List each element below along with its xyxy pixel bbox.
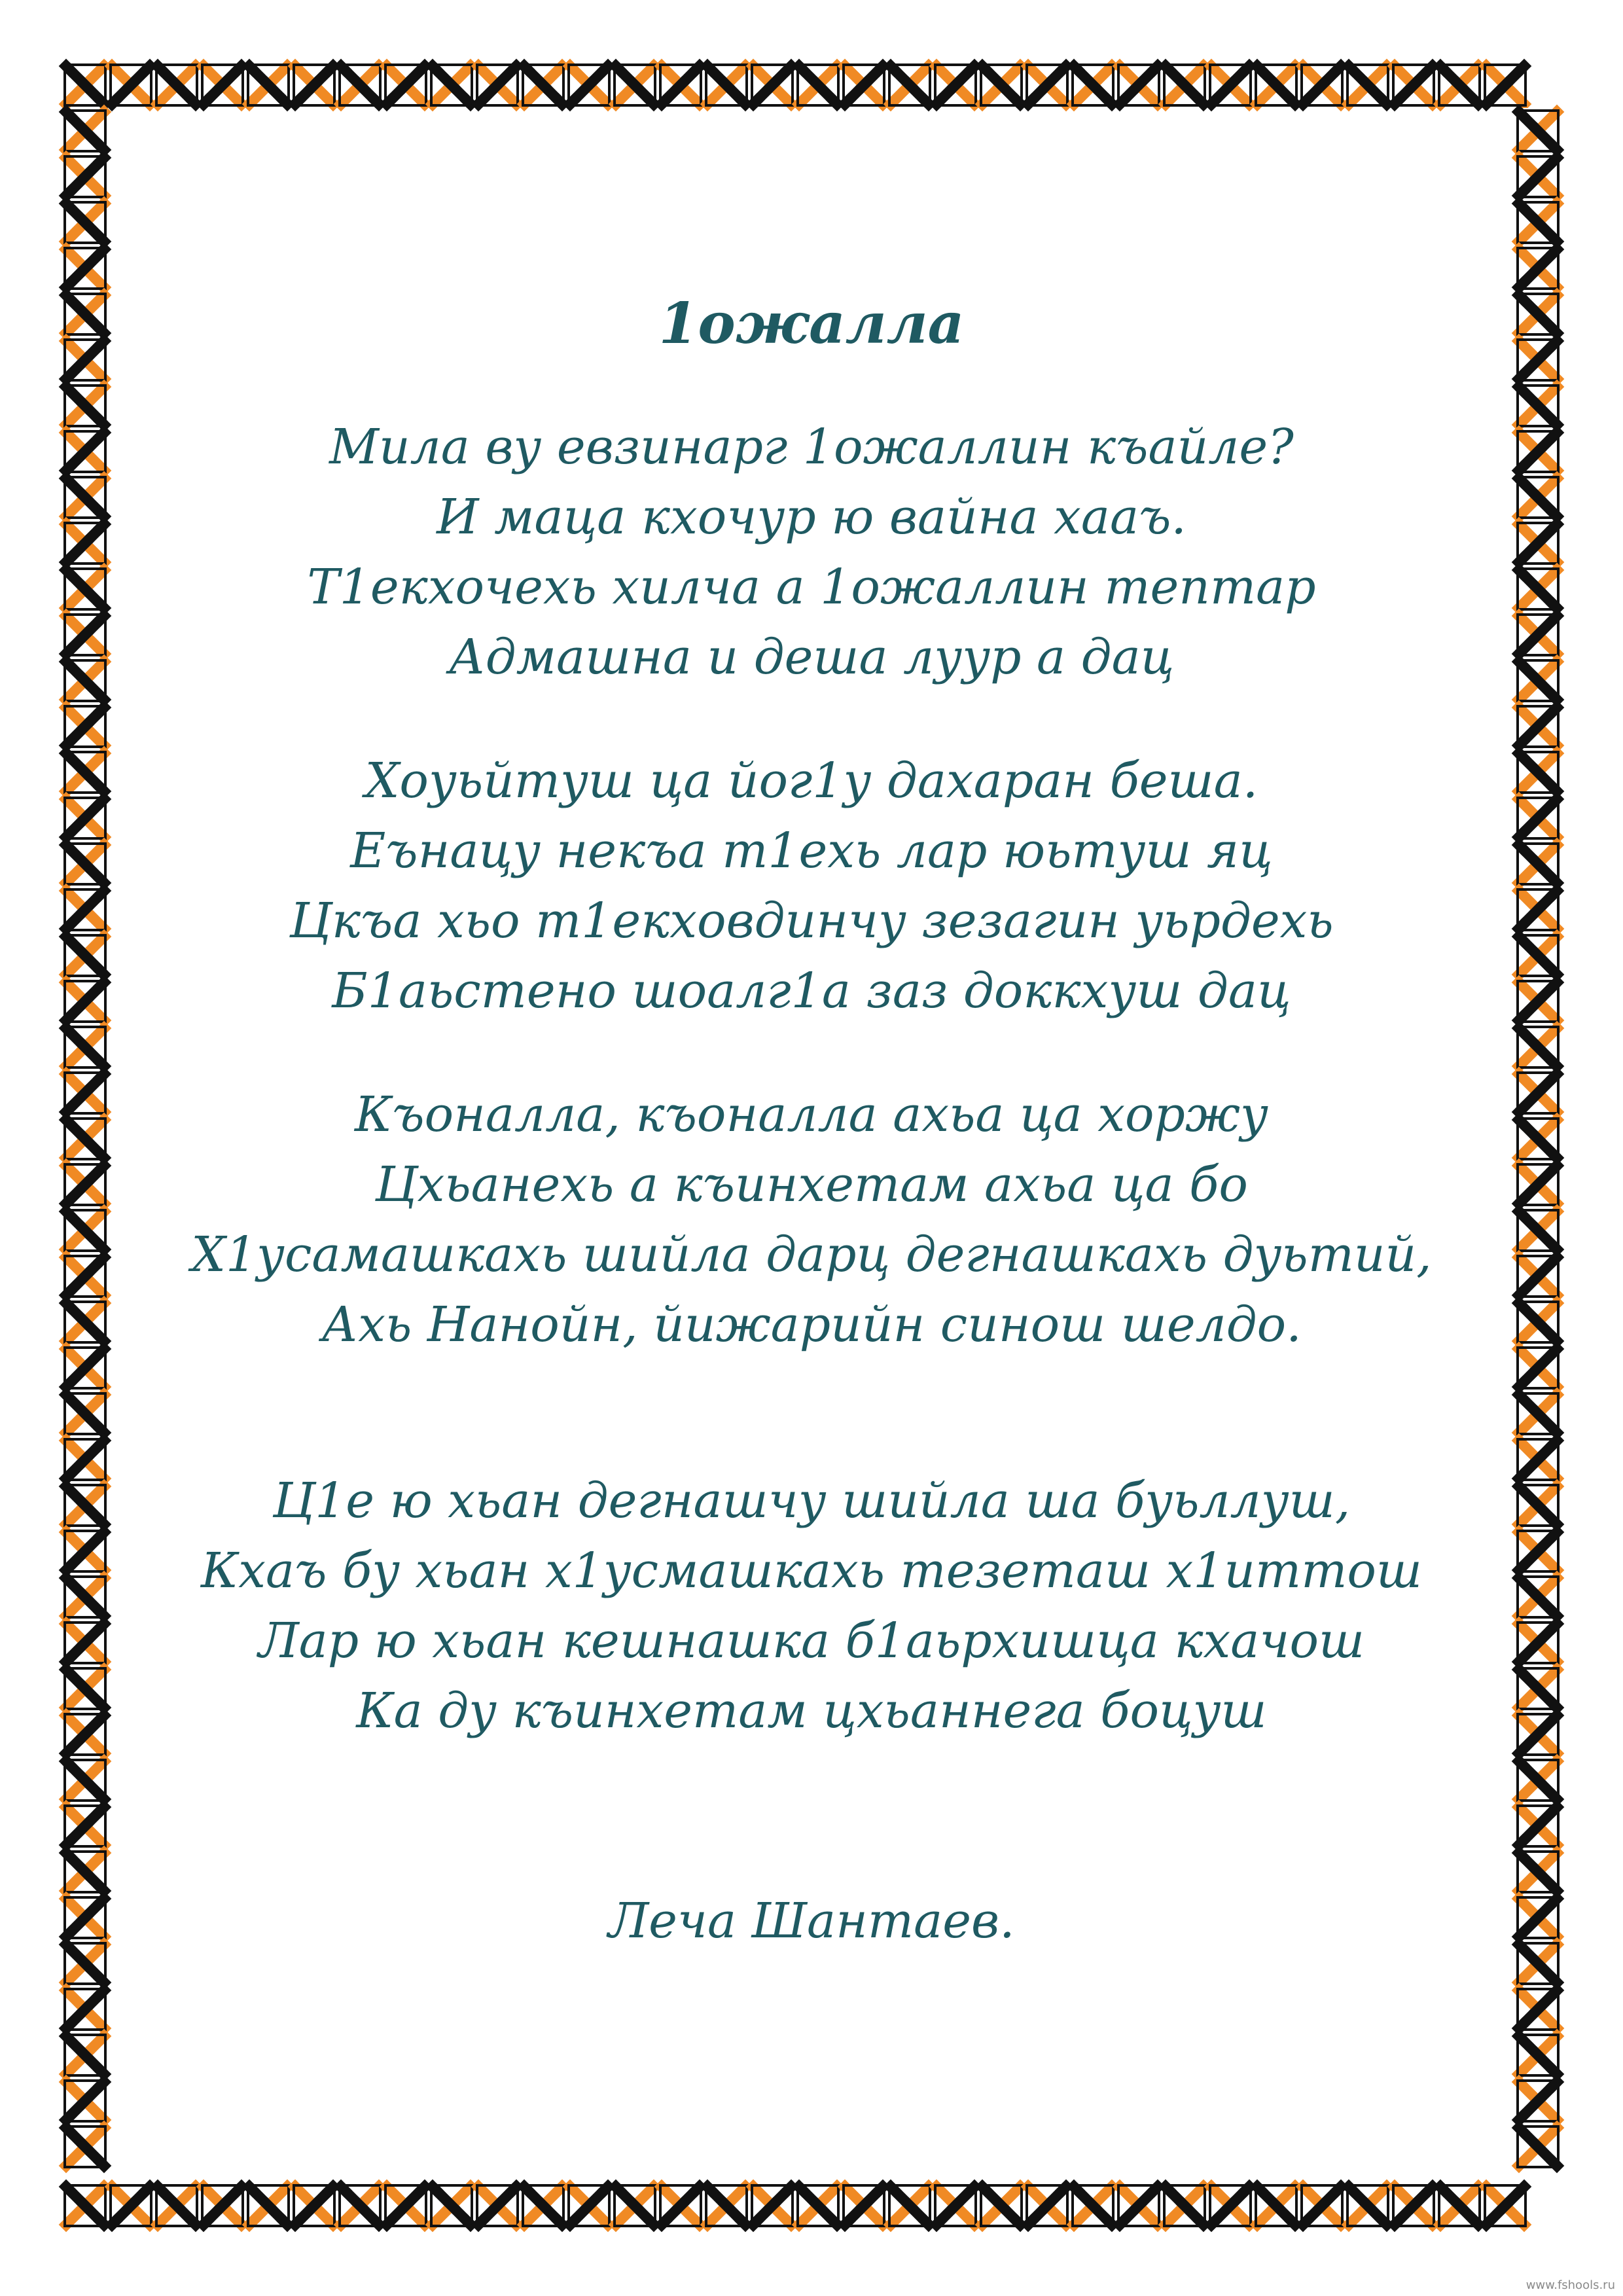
knot-tile xyxy=(1515,566,1561,612)
poem-line: Къоналла, къоналла ахьа ца хоржу xyxy=(355,1086,1268,1143)
knot-tile xyxy=(1162,2183,1207,2229)
knot-tile xyxy=(62,887,108,933)
poem-line: Х1усамашкахь шийла дарц дегнашкахь дуьтий, xyxy=(191,1227,1432,1283)
knot-tile xyxy=(1515,1620,1561,1666)
knot-tile xyxy=(62,1620,108,1666)
knot-tile xyxy=(1515,1757,1561,1803)
knot-tile xyxy=(62,978,108,1024)
page-title: 1ожалла xyxy=(658,291,965,357)
knot-tile xyxy=(1515,1712,1561,1757)
knot-tile xyxy=(520,62,566,108)
knot-tile xyxy=(62,1391,108,1437)
knot-tile xyxy=(1436,2183,1482,2229)
knot-tile xyxy=(1515,749,1561,795)
knot-tile xyxy=(1515,612,1561,658)
knot-tile xyxy=(795,2183,841,2229)
knot-tile xyxy=(62,62,108,108)
knot-tile xyxy=(1024,62,1070,108)
knot-tile xyxy=(1515,1666,1561,1712)
knot-tile xyxy=(1515,1345,1561,1391)
poem-line: Лар ю хьан кешнашка б1аьрхишца кхачош xyxy=(258,1613,1365,1669)
knot-tile xyxy=(1515,475,1561,520)
stanza-1 xyxy=(170,412,1453,692)
knot-tile xyxy=(62,704,108,749)
poem-line: Адмашна и деша луур а дац xyxy=(448,629,1175,685)
knot-tile xyxy=(62,1712,108,1757)
knot-tile xyxy=(1515,1299,1561,1345)
knot-tile xyxy=(1515,1391,1561,1437)
knot-tile xyxy=(429,62,474,108)
knot-tile xyxy=(62,383,108,429)
knot-tile xyxy=(62,1803,108,1849)
knot-tile xyxy=(62,429,108,475)
knot-tile xyxy=(933,62,978,108)
author-signature: Леча Шантаев. xyxy=(608,1893,1015,1949)
knot-tile xyxy=(62,108,108,154)
knot-tile xyxy=(1515,337,1561,383)
knot-tile xyxy=(795,62,841,108)
knot-tile xyxy=(1515,1253,1561,1299)
border-top xyxy=(62,62,1528,108)
knot-tile xyxy=(62,2032,108,2078)
knot-tile xyxy=(1515,1849,1561,1895)
knot-tile xyxy=(383,62,429,108)
knot-tile xyxy=(1515,1437,1561,1482)
knot-tile xyxy=(474,62,520,108)
knot-tile xyxy=(978,62,1024,108)
knot-tile xyxy=(62,566,108,612)
knot-tile xyxy=(1515,520,1561,566)
knot-tile xyxy=(1515,704,1561,749)
poem-line: Кхаъ бу хьан х1усмашкахь тезеташ х1иттош xyxy=(200,1543,1423,1599)
knot-tile xyxy=(1515,108,1561,154)
knot-tile xyxy=(1345,2183,1391,2229)
border-right xyxy=(1515,108,1561,2170)
knot-tile xyxy=(108,62,154,108)
knot-tile xyxy=(1515,1803,1561,1849)
knot-tile xyxy=(62,1666,108,1712)
knot-tile xyxy=(1515,1116,1561,1162)
knot-tile xyxy=(62,1757,108,1803)
knot-tile xyxy=(62,1941,108,1986)
knot-tile xyxy=(1515,1895,1561,1941)
knot-tile xyxy=(62,612,108,658)
knot-tile xyxy=(383,2183,429,2229)
knot-tile xyxy=(749,62,795,108)
knot-tile xyxy=(566,62,612,108)
knot-tile xyxy=(887,2183,933,2229)
knot-tile xyxy=(1515,291,1561,337)
knot-tile xyxy=(1515,1024,1561,1070)
knot-tile xyxy=(474,2183,520,2229)
knot-tile xyxy=(704,2183,749,2229)
poem-line: Цкъа хьо т1екховдинчу зезагин уьрдехь xyxy=(289,893,1334,949)
knot-tile xyxy=(612,2183,658,2229)
knot-tile xyxy=(841,2183,887,2229)
knot-tile xyxy=(1253,62,1299,108)
knot-tile xyxy=(749,2183,795,2229)
knot-tile xyxy=(62,1849,108,1895)
knot-tile xyxy=(1116,62,1162,108)
watermark: www.fshools.ru xyxy=(1525,2278,1615,2292)
knot-tile xyxy=(62,200,108,245)
knot-tile xyxy=(62,1482,108,1528)
knot-tile xyxy=(62,475,108,520)
knot-tile xyxy=(200,62,245,108)
knot-tile xyxy=(62,1299,108,1345)
knot-tile xyxy=(887,62,933,108)
knot-tile xyxy=(62,1986,108,2032)
knot-tile xyxy=(1515,978,1561,1024)
knot-tile xyxy=(1515,1941,1561,1986)
knot-tile xyxy=(1515,1528,1561,1574)
knot-tile xyxy=(1515,887,1561,933)
knot-tile xyxy=(1515,1208,1561,1253)
knot-tile xyxy=(658,2183,704,2229)
knot-tile xyxy=(62,1070,108,1116)
knot-tile xyxy=(1515,1162,1561,1208)
knot-tile xyxy=(1299,62,1345,108)
knot-tile xyxy=(108,2183,154,2229)
knot-tile xyxy=(200,2183,245,2229)
knot-tile xyxy=(62,1345,108,1391)
knot-tile xyxy=(1515,2124,1561,2170)
poem-line: Ахь Нанойн, йижарийн синош шелдо. xyxy=(321,1297,1302,1353)
knot-tile xyxy=(612,62,658,108)
knot-tile xyxy=(1482,2183,1528,2229)
knot-tile xyxy=(520,2183,566,2229)
knot-tile xyxy=(291,62,337,108)
poem-line: Хоуьйтуш ца йог1у дахаран беша. xyxy=(365,753,1258,809)
border-left xyxy=(62,108,108,2170)
knot-tile xyxy=(1482,62,1528,108)
knot-tile xyxy=(1515,2032,1561,2078)
poem-line: Ка ду къинхетам цхьаннега боцуш xyxy=(356,1683,1267,1739)
knot-tile xyxy=(841,62,887,108)
knot-tile xyxy=(62,1574,108,1620)
poem-line: И маца кхочур ю вайна хааъ. xyxy=(437,489,1186,545)
knot-tile xyxy=(1515,841,1561,887)
knot-tile xyxy=(337,2183,383,2229)
knot-tile xyxy=(1515,245,1561,291)
knot-tile xyxy=(337,62,383,108)
knot-tile xyxy=(62,245,108,291)
knot-tile xyxy=(62,154,108,200)
knot-tile xyxy=(1024,2183,1070,2229)
knot-tile xyxy=(62,841,108,887)
knot-tile xyxy=(1515,200,1561,245)
knot-tile xyxy=(1253,2183,1299,2229)
knot-tile xyxy=(566,2183,612,2229)
knot-tile xyxy=(154,2183,200,2229)
knot-tile xyxy=(1515,1482,1561,1528)
knot-tile xyxy=(1207,2183,1253,2229)
stanza-3 xyxy=(170,1080,1453,1360)
knot-tile xyxy=(62,1116,108,1162)
knot-tile xyxy=(704,62,749,108)
knot-tile xyxy=(62,337,108,383)
knot-tile xyxy=(1515,933,1561,978)
knot-tile xyxy=(1070,2183,1116,2229)
knot-tile xyxy=(1436,62,1482,108)
knot-tile xyxy=(1515,1574,1561,1620)
stanza-4 xyxy=(170,1466,1453,1746)
knot-tile xyxy=(1515,795,1561,841)
knot-tile xyxy=(1207,62,1253,108)
knot-tile xyxy=(154,62,200,108)
knot-tile xyxy=(429,2183,474,2229)
knot-tile xyxy=(1515,429,1561,475)
knot-tile xyxy=(62,1024,108,1070)
knot-tile xyxy=(62,795,108,841)
knot-tile xyxy=(978,2183,1024,2229)
knot-tile xyxy=(1515,658,1561,704)
knot-tile xyxy=(62,1162,108,1208)
poem-line: Ц1е ю хьан дегнашчу шийла ша буьллуш, xyxy=(272,1473,1351,1529)
poem-line: Мила ву евзинарг 1ожаллин къайле? xyxy=(329,419,1294,475)
knot-tile xyxy=(1070,62,1116,108)
knot-tile xyxy=(1391,62,1436,108)
poem-line: Б1аьстено шоалг1а заз доккхуш дац xyxy=(332,963,1291,1019)
knot-tile xyxy=(62,2124,108,2170)
knot-tile xyxy=(62,1208,108,1253)
knot-tile xyxy=(1116,2183,1162,2229)
poem-line: Еънацу некъа т1ехь лар юьтуш яц xyxy=(350,823,1273,879)
knot-tile xyxy=(291,2183,337,2229)
knot-tile xyxy=(1515,2078,1561,2124)
knot-tile xyxy=(1162,62,1207,108)
knot-tile xyxy=(1299,2183,1345,2229)
knot-tile xyxy=(62,1253,108,1299)
knot-tile xyxy=(62,658,108,704)
knot-tile xyxy=(658,62,704,108)
knot-tile xyxy=(1515,154,1561,200)
knot-tile xyxy=(933,2183,978,2229)
knot-tile xyxy=(62,1895,108,1941)
knot-tile xyxy=(62,933,108,978)
knot-tile xyxy=(62,2183,108,2229)
border-bottom xyxy=(62,2183,1528,2229)
knot-tile xyxy=(1515,383,1561,429)
knot-tile xyxy=(62,1437,108,1482)
poem-line: Т1екхочехь хилча а 1ожаллин тептар xyxy=(307,559,1316,615)
knot-tile xyxy=(62,749,108,795)
knot-tile xyxy=(1391,2183,1436,2229)
knot-tile xyxy=(1515,1986,1561,2032)
knot-tile xyxy=(62,1528,108,1574)
knot-tile xyxy=(62,2078,108,2124)
poem-line: Цхьанехь а къинхетам ахьа ца бо xyxy=(375,1157,1248,1213)
knot-tile xyxy=(245,62,291,108)
knot-tile xyxy=(245,2183,291,2229)
knot-tile xyxy=(1345,62,1391,108)
stanza-2 xyxy=(170,746,1453,1026)
knot-tile xyxy=(62,291,108,337)
knot-tile xyxy=(62,520,108,566)
knot-tile xyxy=(1515,1070,1561,1116)
